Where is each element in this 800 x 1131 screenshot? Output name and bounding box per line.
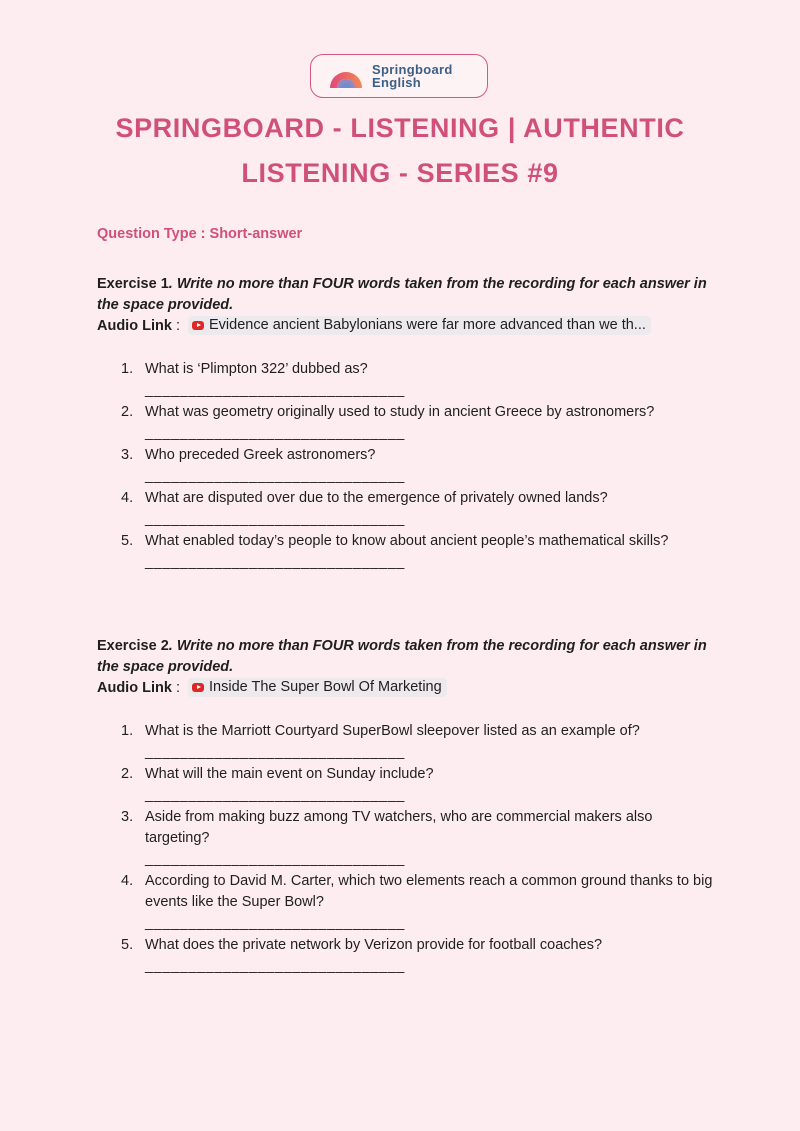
question-number: 4. [121,873,134,889]
question-text: What will the main event on Sunday include? [145,766,434,782]
audio-link-separator: : [175,680,180,696]
answer-blank[interactable]: ______________________________ [145,915,405,931]
question-item [97,871,717,934]
question-type: Question Type : Short-answer [97,226,303,242]
question-text: Who preceded Greek astronomers? [145,447,376,463]
question-item [97,764,717,806]
question-number: 1. [121,723,134,739]
answer-blank[interactable]: ______________________________ [145,958,405,974]
audio-link-chip[interactable] [188,316,651,335]
question-number: 2. [121,404,134,420]
audio-link-label: Audio Link [97,680,172,696]
exercise-instruction: . Write no more than FOUR words taken from the recording for each answer in the space provided. [97,276,707,313]
rainbow-logo-icon [328,63,364,89]
question-number: 4. [121,490,134,506]
question-number: 5. [121,533,134,549]
audio-link-row [97,678,717,699]
question-list [97,359,717,573]
question-text: What does the private network by Verizon provide for football coaches? [145,937,603,953]
question-item [97,445,717,487]
question-text: What is ‘Plimpton 322’ dubbed as? [145,361,368,377]
question-item [97,807,717,870]
question-number: 3. [121,447,134,463]
answer-blank[interactable]: ______________________________ [145,425,405,441]
answer-blank[interactable]: ______________________________ [145,554,405,570]
question-text: What was geometry originally used to study in ancient Greece by astronomers? [145,404,655,420]
audio-link-separator: : [175,318,180,334]
question-text: What enabled today’s people to know about ancient people’s mathematical skills? [145,533,669,549]
question-number: 1. [121,361,134,377]
exercise-label: Exercise 1 [97,276,169,292]
question-text: What is the Marriott Courtyard SuperBowl sleepover listed as an example of? [145,723,640,739]
exercise-1 [97,274,717,574]
audio-link-row [97,316,717,337]
audio-link-title: Evidence ancient Babylonians were far more advanced than we th... [209,317,646,333]
question-item [97,488,717,530]
logo-line-2: English [372,75,422,90]
logo-line-1: Springboard [372,62,453,77]
answer-blank[interactable]: ______________________________ [145,511,405,527]
audio-link-label: Audio Link [97,318,172,334]
question-text: Aside from making buzz among TV watchers, who are commercial makers also targeting? [145,809,653,846]
youtube-icon [192,321,204,330]
question-item [97,531,717,573]
question-item [97,935,717,977]
audio-link-chip[interactable] [188,678,447,697]
exercise-heading [97,274,717,316]
answer-blank[interactable]: ______________________________ [145,468,405,484]
exercise-heading [97,636,717,678]
answer-blank[interactable]: ______________________________ [145,382,405,398]
question-number: 5. [121,937,134,953]
answer-blank[interactable]: ______________________________ [145,744,405,760]
audio-link-title: Inside The Super Bowl Of Marketing [209,679,442,695]
exercise-instruction: . Write no more than FOUR words taken from the recording for each answer in the space provided. [97,638,707,675]
page-title: SPRINGBOARD - LISTENING | AUTHENTIC LISTENING - SERIES #9 [115,113,685,188]
exercise-2 [97,636,717,978]
question-item [97,402,717,444]
springboard-logo [310,54,488,98]
question-list [97,721,717,977]
logo-text [372,63,453,89]
question-number: 2. [121,766,134,782]
exercise-label: Exercise 2 [97,638,169,654]
youtube-icon [192,683,204,692]
answer-blank[interactable]: ______________________________ [145,851,405,867]
question-text: According to David M. Carter, which two elements reach a common ground thanks to big events like the Super Bowl? [145,873,713,910]
question-item [97,721,717,763]
question-number: 3. [121,809,134,825]
question-text: What are disputed over due to the emergence of privately owned lands? [145,490,608,506]
question-item [97,359,717,401]
answer-blank[interactable]: ______________________________ [145,787,405,803]
